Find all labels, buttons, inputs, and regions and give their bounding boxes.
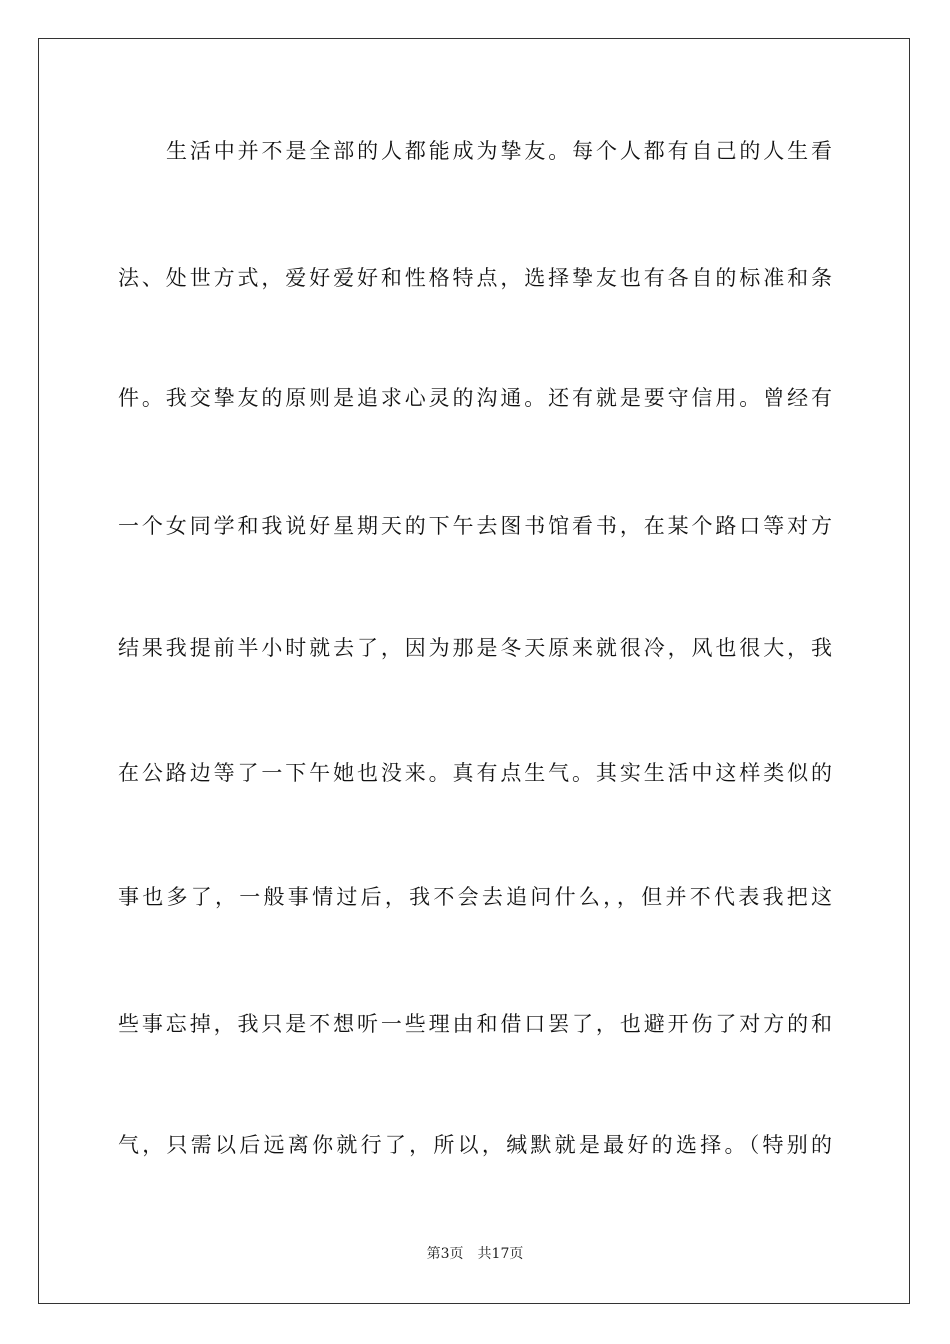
paragraph-line: 件。我交挚友的原则是追求心灵的沟通。还有就是要守信用。曾经有: [118, 386, 832, 410]
paragraph-line: 生活中并不是全部的人都能成为挚友。每个人都有自己的人生看: [166, 139, 832, 163]
page-number: 第3页: [426, 1246, 464, 1262]
page-footer: [0, 1244, 950, 1264]
paragraph-line: 事也多了，一般事情过后，我不会去追问什么，，但并不代表我把这: [118, 885, 832, 909]
paragraph-line: 法、处世方式，爱好爱好和性格特点，选择挚友也有各自的标准和条: [118, 266, 832, 290]
total-pages: 共17页: [477, 1246, 524, 1262]
paragraph-line: 一个女同学和我说好星期天的下午去图书馆看书，在某个路口等对方: [118, 514, 832, 538]
paragraph-line: 结果我提前半小时就去了，因为那是冬天原来就很冷，风也很大，我: [118, 636, 832, 660]
page-border: [38, 38, 910, 1304]
paragraph-line: 气，只需以后远离你就行了，所以，缄默就是最好的选择。（特别的: [118, 1133, 832, 1157]
paragraph-line: 在公路边等了一下午她也没来。真有点生气。其实生活中这样类似的: [118, 761, 832, 785]
paragraph-line: 些事忘掉，我只是不想听一些理由和借口罢了，也避开伤了对方的和: [118, 1012, 832, 1036]
